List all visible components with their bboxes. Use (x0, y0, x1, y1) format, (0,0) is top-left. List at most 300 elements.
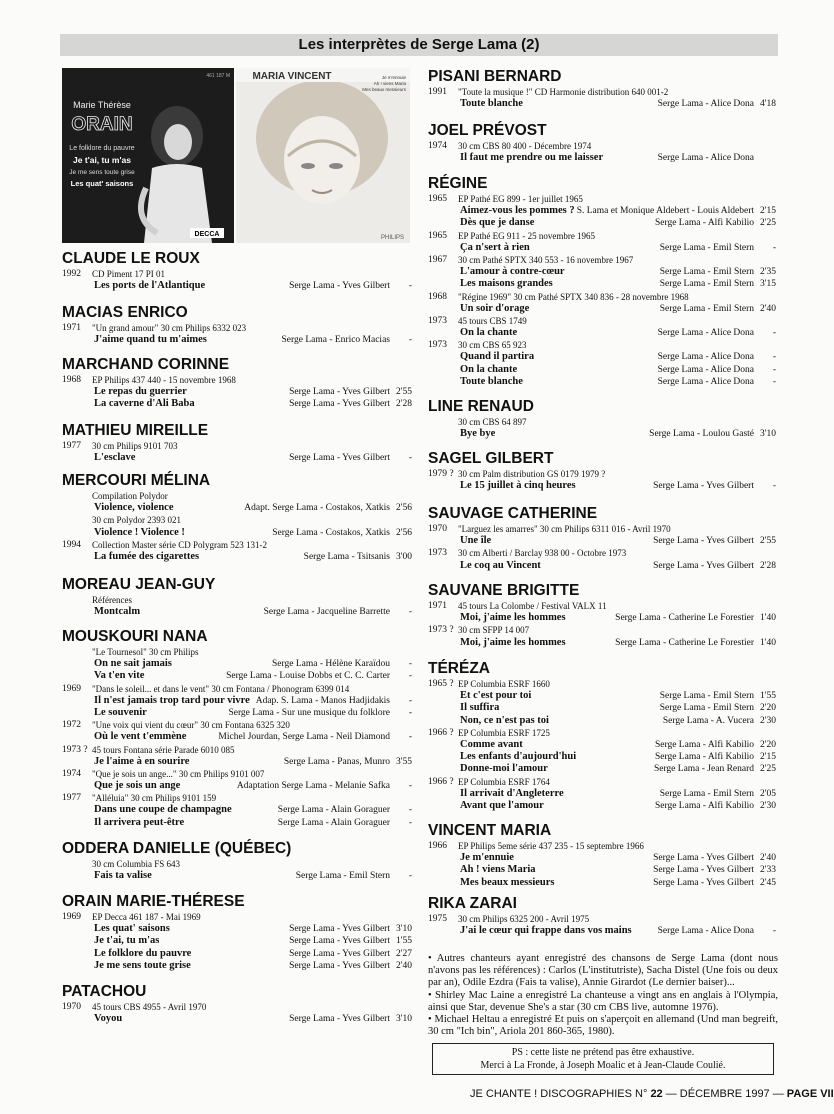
track-credits: Serge Lama - Alain Goraguer (277, 805, 390, 816)
track-duration: 2'56 (396, 527, 412, 538)
track-title: Il suffira (460, 702, 500, 714)
track-row (428, 560, 776, 572)
release-row (428, 230, 776, 242)
release-year: 1972 (62, 720, 81, 731)
track-row (62, 527, 412, 539)
track-title: Mes beaux messieurs (460, 876, 555, 888)
track-credits: Serge Lama - A. Vucera (662, 715, 754, 726)
artist-entry-patachou (62, 983, 412, 1025)
artist-entry-oddera-danielle-quebec (62, 840, 412, 882)
release-info: EP Pathé EG 911 - 25 novembre 1965 (458, 230, 596, 241)
track-row (428, 278, 776, 290)
track-duration: 2'15 (760, 206, 776, 217)
artist-name: CLAUDE LE ROUX (62, 250, 200, 267)
track-title: Non, ce n'est pas toi (460, 714, 549, 726)
release-row (428, 468, 776, 480)
track-credits: Serge Lama - Emil Stern (659, 242, 754, 253)
footer-date: — DÉCEMBRE 1997 — (665, 1088, 784, 1100)
track-duration: - (408, 607, 412, 618)
track-row (428, 852, 776, 864)
artist-name: PATACHOU (62, 983, 147, 1000)
track-row (62, 398, 412, 410)
track-title: Quand il partira (460, 351, 535, 363)
track-credits: Serge Lama - Emil Stern (659, 267, 754, 278)
release-info: "Un grand amour" 30 cm Philips 6332 023 (92, 323, 247, 333)
release-year: 1991 (428, 87, 447, 97)
track-credits: Serge Lama - Hélène Karaïdou (272, 659, 390, 670)
track-title: Avant que l'amour (460, 799, 544, 811)
cover-catalog-number: 461 187 M (206, 73, 230, 79)
track-title: Je me sens toute grise (94, 959, 191, 971)
release-info: EP Columbia ESRF 1764 (458, 776, 550, 787)
release-info: 30 cm Alberti / Barclay 938 00 - Octobre 1973 (458, 548, 627, 559)
track-duration: - (408, 871, 412, 882)
other-singers-notes (428, 953, 778, 1038)
track-credits: Serge Lama - Alfi Kabilio (654, 800, 754, 811)
release-row (428, 913, 776, 925)
artist-name: SAUVAGE CATHERINE (428, 505, 598, 522)
release-info: "Alléluia" 30 cm Philips 9101 159 (92, 793, 217, 804)
cover-track: Ah ! viens Maria (373, 81, 406, 86)
release-info: EP Philips 437 440 - 15 novembre 1968 (92, 375, 236, 385)
track-duration: - (772, 328, 776, 339)
track-title: Toute blanche (460, 98, 523, 110)
artist-name: MATHIEU MIREILLE (62, 422, 209, 439)
track-credits: Serge Lama - Yves Gilbert (653, 536, 754, 547)
track-duration: - (772, 364, 776, 375)
track-credits: Serge Lama - Sur une musique du folklore (228, 707, 390, 718)
track-duration: 2'20 (760, 703, 776, 714)
artist-entry-orain-marie-therese (62, 893, 412, 972)
vincent-cover-image (236, 68, 410, 243)
track-credits: Serge Lama - Jacqueline Barrette (263, 607, 390, 618)
philips-logo: PHILIPS (380, 235, 404, 241)
release-info: 45 tours CBS 4955 - Avril 1970 (92, 1002, 207, 1012)
track-duration: 2'40 (760, 853, 776, 864)
track-row (62, 606, 412, 618)
release-year: 1967 (428, 254, 447, 265)
artist-entry-line-renaud (428, 398, 776, 440)
track-title: Le coq au Vincent (460, 559, 541, 571)
release-row (62, 858, 412, 870)
track-credits: Serge Lama - Alice Dona (657, 328, 754, 339)
release-year: 1971 (428, 601, 447, 611)
artist-name: MOUSKOURI NANA (62, 628, 208, 645)
track-title: Un soir d'orage (460, 302, 530, 314)
artist-name: PISANI BERNARD (428, 68, 562, 85)
track-row (62, 452, 412, 464)
release-row (62, 646, 412, 658)
release-year: 1977 (62, 441, 81, 451)
track-row (428, 800, 776, 812)
track-row (62, 707, 412, 719)
orain-cover-image (62, 68, 234, 243)
track-row (428, 303, 776, 315)
track-duration: - (408, 695, 412, 706)
track-duration: 4'18 (760, 99, 776, 110)
release-year: 1977 (62, 793, 81, 804)
track-title: Violence ! Violence ! (94, 526, 185, 538)
artist-name: RIKA ZARAI (428, 895, 517, 912)
release-year: 1992 (62, 269, 81, 279)
release-row (428, 624, 776, 636)
track-credits: Serge Lama - Yves Gilbert (653, 877, 754, 888)
track-row (428, 376, 776, 388)
release-row (62, 539, 412, 551)
release-info: 45 tours CBS 1749 (458, 315, 527, 326)
artist-name: RÉGINE (428, 175, 488, 192)
track-row (428, 763, 776, 775)
track-credits: Serge Lama - Alice Dona (657, 153, 754, 164)
track-title: J'aime quand tu m'aimes (94, 334, 207, 346)
track-credits: Serge Lama - Loulou Gasté (649, 429, 754, 440)
track-row (428, 690, 776, 702)
track-credits: Serge Lama - Yves Gilbert (653, 865, 754, 876)
release-row (62, 911, 412, 923)
track-duration: - (408, 335, 412, 346)
decca-logo: DECCA (194, 231, 220, 238)
track-title: Où le vent t'emmène (94, 731, 187, 743)
artist-entry-mathieu-mireille (62, 422, 412, 464)
track-title: Le repas du guerrier (94, 386, 187, 398)
track-title: Je t'ai, tu m'as (94, 935, 160, 947)
track-title: Dans une coupe de champagne (94, 804, 232, 816)
artist-entry-macias-enrico (62, 304, 412, 346)
release-row (428, 315, 776, 327)
track-duration: 2'35 (760, 267, 776, 278)
release-row (428, 416, 776, 428)
release-row (62, 514, 412, 526)
release-row (62, 374, 412, 386)
track-credits: Serge Lama - Alice Dona (657, 926, 754, 937)
release-row (428, 86, 776, 98)
release-year: 1970 (428, 524, 447, 534)
track-row (428, 217, 776, 229)
orain-cover-art (62, 68, 234, 243)
track-credits: Serge Lama - Alice Dona (657, 352, 754, 363)
release-info: "Toute la musique !" CD Harmonie distribution 640 001-2 (458, 87, 669, 97)
track-credits: Serge Lama - Catherine Le Forestier (615, 613, 754, 624)
track-title: Et c'est pour toi (460, 690, 532, 702)
track-duration: 1'40 (760, 613, 776, 624)
release-info: "Larguez les amarres" 30 cm Philips 6311 016 - Avril 1970 (458, 524, 671, 534)
cover-track: Je me sens toute grise (69, 169, 135, 176)
note-paragraph: • Michael Heltau a enregistré Et puis on s'aperçoit en allemand (Und man begreift, 30 cm "Ich bin", Ariola 201 860-365, 1980). (428, 1014, 778, 1038)
release-info: EP Columbia ESRF 1660 (458, 679, 550, 689)
track-duration: - (772, 352, 776, 363)
track-title: J'ai le cœur qui frappe dans vos mains (460, 925, 632, 937)
artist-entry-sauvane-brigitte (428, 582, 776, 649)
track-credits: Serge Lama - Louise Dobbs et C. C. Carter (226, 671, 390, 682)
track-title: On la chante (460, 363, 518, 375)
release-row (428, 727, 776, 739)
track-credits: Serge Lama - Enrico Macias (281, 335, 390, 346)
track-credits: Adapt. Serge Lama - Costakos, Xatkis (244, 503, 390, 514)
track-title: Donne-moi l'amour (460, 763, 548, 775)
track-duration: 2'40 (396, 960, 412, 971)
track-credits: Serge Lama - Alfi Kabilio (654, 218, 754, 229)
track-duration: - (408, 707, 412, 718)
track-row (428, 428, 776, 440)
track-row (428, 327, 776, 339)
cover-artist-first-name: Marie Thérèse (73, 100, 131, 110)
artist-entry-regine (428, 175, 776, 388)
track-duration: 2'25 (760, 218, 776, 229)
cover-artist-name: ORAIN (71, 114, 133, 135)
track-row (62, 960, 412, 972)
track-duration: - (408, 671, 412, 682)
note-paragraph: • Autres chanteurs ayant enregistré des chansons de Serge Lama (dont nous n'avons pas les références) : Carlos (L'institutriste), Sacha Distel (Une fois ou deux par an), Odile Ezdra (Fais ta valise), Annie Girardot (Le dernier baiser)... (428, 953, 778, 989)
track-duration: 2'30 (760, 800, 776, 811)
cover-artist-name: MARIA VINCENT (252, 71, 332, 82)
artist-entry-mouskouri-nana (62, 628, 412, 829)
track-row (62, 948, 412, 960)
track-row (428, 612, 776, 624)
track-duration: - (408, 732, 412, 743)
track-title: Les maisons grandes (460, 278, 553, 290)
track-row (428, 637, 776, 649)
release-info: CD Piment 17 PI 01 (92, 269, 166, 279)
release-year: 1975 (428, 914, 447, 924)
release-row (62, 744, 412, 756)
track-duration: 2'30 (760, 715, 776, 726)
track-duration: 3'10 (760, 429, 776, 440)
track-credits: Serge Lama - Yves Gilbert (653, 853, 754, 864)
track-title: Comme avant (460, 738, 523, 750)
track-row (62, 817, 412, 829)
track-title: Il arrivera peut-être (94, 816, 185, 828)
track-duration: 1'40 (760, 637, 776, 648)
track-duration: - (772, 481, 776, 492)
release-year: 1966 ? (428, 776, 454, 787)
release-info: 30 cm CBS 65 923 (458, 340, 527, 351)
artist-entry-moreau-jean-guy (62, 576, 412, 618)
footer-page-number: PAGE VII (786, 1088, 834, 1100)
track-row (428, 715, 776, 727)
release-info: "Régine 1969" 30 cm Pathé SPTX 340 836 - 28 novembre 1968 (458, 291, 689, 302)
artist-entry-sagel-gilbert (428, 450, 776, 492)
artist-name: VINCENT MARIA (428, 822, 552, 839)
release-info: EP Decca 461 187 - Mai 1969 (92, 912, 201, 922)
release-row (62, 792, 412, 804)
release-info: 30 cm Philips 6325 200 - Avril 1975 (458, 914, 590, 924)
release-year: 1970 (62, 1002, 81, 1012)
release-year: 1968 (428, 291, 447, 302)
track-title: On la chante (460, 327, 518, 339)
track-credits: Adap. S. Lama - Manos Hadjidakis (255, 695, 390, 706)
track-duration: - (408, 453, 412, 464)
track-title: Les quat' saisons (94, 923, 170, 935)
track-duration: 3'10 (396, 924, 412, 935)
track-credits: Serge Lama - Yves Gilbert (289, 281, 390, 292)
track-row (428, 480, 776, 492)
track-row (62, 870, 412, 882)
release-row (428, 547, 776, 559)
artist-name: JOEL PRÉVOST (428, 122, 547, 139)
track-credits: Serge Lama - Emil Stern (659, 279, 754, 290)
track-row (62, 923, 412, 935)
release-year: 1973 ? (62, 744, 88, 755)
track-credits: Adaptation Serge Lama - Melanie Safka (236, 781, 390, 792)
track-title: Je m'ennuie (460, 852, 514, 864)
track-duration: 1'55 (396, 936, 412, 947)
track-credits: Serge Lama - Emil Stern (659, 788, 754, 799)
track-credits: Serge Lama - Costakos, Xatkis (272, 527, 390, 538)
track-duration: 2'56 (396, 503, 412, 514)
release-info: 30 cm CBS 64 897 (458, 417, 527, 427)
cover-track: Je m'ennuie (381, 75, 406, 80)
track-duration: - (408, 281, 412, 292)
track-row (428, 535, 776, 547)
track-credits: Serge Lama - Yves Gilbert (289, 1014, 390, 1025)
release-row (428, 193, 776, 205)
track-credits: Serge Lama - Alain Goraguer (277, 817, 390, 828)
track-duration: 2'55 (760, 536, 776, 547)
release-year: 1973 (428, 315, 447, 326)
track-title: Bye bye (460, 428, 496, 440)
track-credits: Serge Lama - Yves Gilbert (289, 948, 390, 959)
track-duration: 2'40 (760, 303, 776, 314)
track-title: Les ports de l'Atlantique (94, 280, 206, 292)
track-title: La caverne d'Ali Baba (94, 398, 195, 410)
ps-box (432, 1043, 774, 1075)
track-duration: 2'28 (760, 560, 776, 571)
artist-entry-vincent-maria (428, 822, 776, 889)
track-title: Les enfants d'aujourd'hui (460, 751, 577, 763)
artist-entry-claude-le-roux (62, 250, 412, 292)
track-row (428, 242, 776, 254)
track-title: Fais ta valise (94, 870, 152, 882)
release-info: 30 cm Philips 9101 703 (92, 441, 178, 451)
release-year: 1973 (428, 548, 447, 559)
track-title: Va t'en vite (94, 670, 145, 682)
track-credits: Serge Lama - Yves Gilbert (289, 453, 390, 464)
track-credits: Serge Lama - Alice Dona (657, 99, 754, 110)
track-title: Ça n'sert à rien (460, 241, 530, 253)
track-duration: - (772, 926, 776, 937)
track-row (428, 864, 776, 876)
cover-track: Je t'ai, tu m'as (73, 155, 131, 165)
track-title: Toute blanche (460, 375, 523, 387)
release-row (62, 1001, 412, 1013)
release-row (428, 140, 776, 152)
track-duration: 2'15 (760, 752, 776, 763)
track-title: Que je sois un ange (94, 780, 181, 792)
track-credits: S. Lama et Monique Aldebert - Louis Aldebert (576, 206, 754, 217)
note-paragraph: • Shirley Mac Laine a enregistré La chanteuse a vingt ans en anglais à l'Olympia, ainsi que Star, devenue She's a star (30 cm CBS live, automne 1976). (428, 989, 778, 1013)
release-year: 1974 (428, 141, 447, 151)
release-year: 1994 (62, 539, 81, 550)
artist-name: MERCOURI MÉLINA (62, 472, 211, 489)
track-credits: Serge Lama - Emil Stern (295, 871, 390, 882)
track-title: Montcalm (94, 606, 141, 618)
track-credits: Serge Lama - Yves Gilbert (289, 399, 390, 410)
release-info: Collection Master série CD Polygram 523 131-2 (92, 539, 267, 550)
release-year: 1969 (62, 912, 81, 922)
track-row (428, 702, 776, 714)
track-duration: - (772, 242, 776, 253)
track-row (428, 205, 776, 217)
release-row (62, 768, 412, 780)
track-duration: 2'27 (396, 948, 412, 959)
cover-track: Mes beaux messieurs (362, 87, 406, 92)
track-row (62, 780, 412, 792)
release-info: EP Pathé EG 899 - 1er juillet 1965 (458, 194, 583, 204)
track-row (62, 280, 412, 292)
track-credits: Serge Lama - Yves Gilbert (289, 387, 390, 398)
release-info: 45 tours Fontana série Parade 6010 085 (92, 744, 235, 755)
ps-line: PS : cette liste ne prétend pas être exhaustive. (511, 1047, 695, 1058)
release-row (428, 600, 776, 612)
track-row (62, 502, 412, 514)
track-credits: Michel Jourdan, Serge Lama - Neil Diamond (218, 732, 390, 743)
track-row (428, 364, 776, 376)
artist-name: ORAIN MARIE-THÉRESE (62, 893, 245, 910)
track-credits: Serge Lama - Emil Stern (659, 691, 754, 702)
track-credits: Serge Lama - Alfi Kabilio (654, 739, 754, 750)
track-credits: Serge Lama - Yves Gilbert (289, 936, 390, 947)
track-row (428, 739, 776, 751)
track-duration: - (772, 376, 776, 387)
track-credits: Serge Lama - Panas, Munro (283, 756, 390, 767)
track-row (428, 751, 776, 763)
album-covers (62, 68, 410, 243)
track-duration: 2'55 (396, 387, 412, 398)
track-row (428, 788, 776, 800)
track-title: Violence, violence (94, 502, 174, 514)
cover-track: Les quat' saisons (70, 179, 134, 188)
track-title: L'esclave (94, 452, 136, 464)
track-row (62, 935, 412, 947)
track-title: Dès que je danse (460, 217, 535, 229)
release-year: 1966 ? (428, 727, 454, 738)
artist-name: MACIAS ENRICO (62, 304, 188, 321)
release-year: 1965 (428, 230, 447, 241)
track-row (62, 1013, 412, 1025)
track-row (428, 925, 776, 937)
release-info: EP Philips 5eme série 437 235 - 15 septembre 1966 (458, 841, 644, 851)
artist-name: TÉRÉZA (428, 660, 490, 677)
track-duration: 3'55 (396, 756, 412, 767)
release-year: 1974 (62, 768, 81, 779)
track-credits: Serge Lama - Emil Stern (659, 303, 754, 314)
release-info: EP Columbia ESRF 1725 (458, 727, 550, 738)
release-row (62, 683, 412, 695)
track-duration: - (408, 781, 412, 792)
footer-publication: JE CHANTE ! DISCOGRAPHIES N° (470, 1088, 648, 1100)
track-row (428, 152, 776, 164)
release-row (62, 719, 412, 731)
track-credits: Serge Lama - Yves Gilbert (653, 481, 754, 492)
track-row (62, 695, 412, 707)
track-credits: Serge Lama - Alice Dona (657, 364, 754, 375)
release-info: 30 cm Columbia FS 643 (92, 859, 181, 869)
track-credits: Serge Lama - Alice Dona (657, 376, 754, 387)
track-credits: Serge Lama - Yves Gilbert (289, 960, 390, 971)
track-credits: Serge Lama - Jean Renard (653, 764, 754, 775)
track-duration: - (408, 659, 412, 670)
release-year: 1969 (62, 683, 81, 694)
track-title: L'amour à contre-cœur (460, 266, 565, 278)
page-title: Les interprètes de Serge Lama (2) (60, 34, 778, 56)
page-footer (470, 1088, 834, 1100)
track-row (428, 98, 776, 110)
release-row (428, 678, 776, 690)
track-credits: Serge Lama - Tsitsanis (303, 551, 390, 562)
track-duration: 3'10 (396, 1014, 412, 1025)
artist-entry-mercouri-melina (62, 472, 412, 563)
release-year: 1965 ? (428, 679, 454, 689)
